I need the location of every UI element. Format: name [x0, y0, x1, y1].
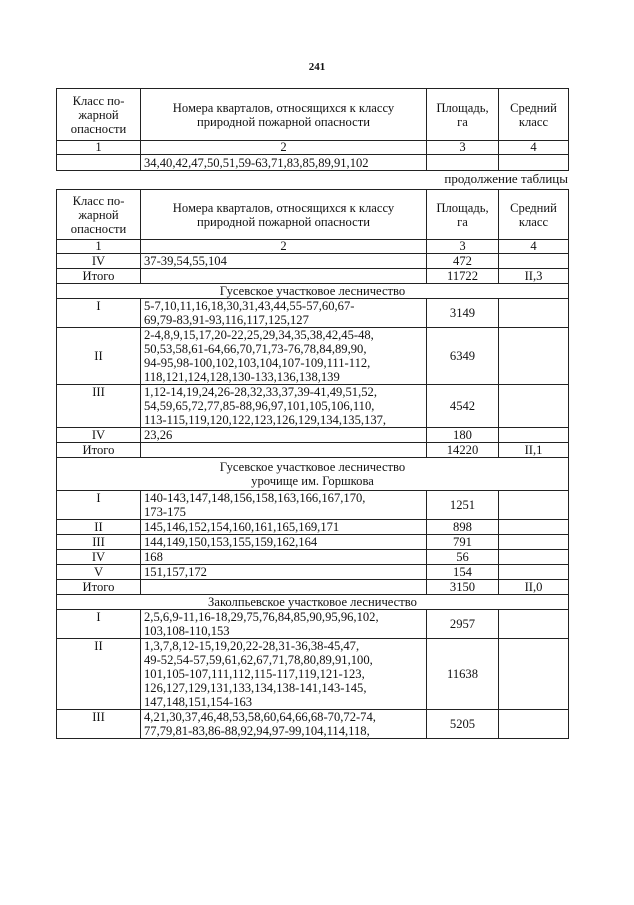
cell-area: 1251: [427, 491, 499, 520]
cell-area: 11638: [427, 639, 499, 710]
table-row: [57, 710, 569, 739]
cell-avg: [499, 565, 569, 580]
total-row: [57, 443, 569, 458]
table-row: [57, 639, 569, 710]
cell-avg: [499, 491, 569, 520]
section-title: Гусевское участковое лесничество: [57, 284, 569, 299]
cell-area: 6349: [427, 328, 499, 385]
cell-class: II: [57, 520, 141, 535]
cell-area: 4542: [427, 385, 499, 428]
header-area: Площадь, га: [427, 89, 499, 141]
header-quarters: Номера кварталов, относящихся к классу природной пожарной опасности: [141, 190, 427, 240]
cell-area: 2957: [427, 610, 499, 639]
cell-area: 180: [427, 428, 499, 443]
header-avg-class: Средний класс: [499, 89, 569, 141]
header-class: Класс по- жарной опасности: [57, 89, 141, 141]
cell-class: I: [57, 610, 141, 639]
col-num-2: 2: [141, 240, 427, 254]
cell-quarters: 34,40,42,47,50,51,59-63,71,83,85,89,91,102: [141, 155, 427, 171]
cell-area: 56: [427, 550, 499, 565]
section-heading: [57, 458, 569, 491]
table-row: [57, 428, 569, 443]
table-row: [57, 610, 569, 639]
cell-class: IV: [57, 550, 141, 565]
cell-class: Итого: [57, 443, 141, 458]
cell-class: Итого: [57, 269, 141, 284]
cell-class: III: [57, 535, 141, 550]
cell-avg: [499, 550, 569, 565]
cell-area: 3149: [427, 299, 499, 328]
section-heading: [57, 284, 569, 299]
cell-class: II: [57, 639, 141, 710]
cell-avg: II,1: [499, 443, 569, 458]
col-num-3: 3: [427, 240, 499, 254]
cell-avg: [499, 535, 569, 550]
section-heading: [57, 595, 569, 610]
table-row: [57, 491, 569, 520]
cell-quarters: 144,149,150,153,155,159,162,164: [141, 535, 427, 550]
total-row: [57, 580, 569, 595]
cell-area: 11722: [427, 269, 499, 284]
col-num-3: 3: [427, 141, 499, 155]
cell-quarters: 5-7,10,11,16,18,30,31,43,44,55-57,60,67- 69,79-83,91-93,116,117,125,127: [141, 299, 427, 328]
cell-quarters: 37-39,54,55,104: [141, 254, 427, 269]
cell-avg: [499, 610, 569, 639]
cell-quarters: 140-143,147,148,156,158,163,166,167,170, 173-175: [141, 491, 427, 520]
section-title: Заколпьевское участковое лесничество: [57, 595, 569, 610]
cell-quarters: 4,21,30,37,46,48,53,58,60,64,66,68-70,72-74, 77,79,81-83,86-88,92,94,97-99,104,114,118,: [141, 710, 427, 739]
cell-avg: [499, 639, 569, 710]
page-number: 241: [308, 61, 326, 73]
section-title: Гусевское участковое лесничество урочище им. Горшкова: [57, 458, 569, 491]
cell-quarters: 2,5,6,9-11,16-18,29,75,76,84,85,90,95,96,102, 103,108-110,153: [141, 610, 427, 639]
cell-class: III: [57, 385, 141, 428]
table-row: [57, 520, 569, 535]
cell-avg: [499, 428, 569, 443]
cell-quarters: [141, 269, 427, 284]
main-table: [56, 189, 569, 739]
cell-quarters: 151,157,172: [141, 565, 427, 580]
cell-class: IV: [57, 428, 141, 443]
cell-avg: II,3: [499, 269, 569, 284]
table-row: [57, 385, 569, 428]
cell-avg: [499, 328, 569, 385]
header-quarters: Номера кварталов, относящихся к классу природной пожарной опасности: [141, 89, 427, 141]
top-table: [56, 88, 569, 171]
cell-empty: [57, 155, 141, 171]
table-row: [57, 328, 569, 385]
header-avg-class: Средний класс: [499, 190, 569, 240]
cell-quarters: 2-4,8,9,15,17,20-22,25,29,34,35,38,42,45-48, 50,53,58,61-64,66,70,71,73-76,78,84,89,90, 94-95,98-100,102,103,104,107-109,111-112, 118,121,124,128,130-133,136,138,139: [141, 328, 427, 385]
table-row: [57, 550, 569, 565]
table-row: [57, 254, 569, 269]
cell-avg: [499, 254, 569, 269]
cell-class: II: [57, 328, 141, 385]
cell-empty: [499, 155, 569, 171]
col-num-4: 4: [499, 240, 569, 254]
header-area: Площадь, га: [427, 190, 499, 240]
continuation-label: продолжение таблицы: [444, 171, 568, 186]
col-num-4: 4: [499, 141, 569, 155]
cell-avg: [499, 710, 569, 739]
cell-class: IV: [57, 254, 141, 269]
cell-empty: [427, 155, 499, 171]
cell-quarters: 168: [141, 550, 427, 565]
cell-quarters: [141, 443, 427, 458]
cell-quarters: [141, 580, 427, 595]
cell-avg: [499, 299, 569, 328]
cell-avg: [499, 385, 569, 428]
table-row: [57, 535, 569, 550]
cell-area: 898: [427, 520, 499, 535]
cell-avg: II,0: [499, 580, 569, 595]
cell-quarters: 23,26: [141, 428, 427, 443]
cell-area: 154: [427, 565, 499, 580]
cell-area: 14220: [427, 443, 499, 458]
cell-class: III: [57, 710, 141, 739]
cell-area: 5205: [427, 710, 499, 739]
cell-area: 472: [427, 254, 499, 269]
total-row: [57, 269, 569, 284]
header-class: Класс по- жарной опасности: [57, 190, 141, 240]
cell-class: I: [57, 299, 141, 328]
col-num-1: 1: [57, 141, 141, 155]
cell-quarters: 1,12-14,19,24,26-28,32,33,37,39-41,49,51,52, 54,59,65,72,77,85-88,96,97,101,105,106,110, 113-115,119,120,122,123,126,129,134,135,137,: [141, 385, 427, 428]
cell-area: 3150: [427, 580, 499, 595]
cell-class: V: [57, 565, 141, 580]
col-num-2: 2: [141, 141, 427, 155]
table-row: [57, 565, 569, 580]
cell-quarters: 1,3,7,8,12-15,19,20,22-28,31-36,38-45,47, 49-52,54-57,59,61,62,67,71,78,80,89,91,100, 101,105-107,111,112,115-117,119,121-123, 126,127,129,131,133,134,138-141,143-145, 147,148,151,154-163: [141, 639, 427, 710]
table-row: [57, 299, 569, 328]
cell-area: 791: [427, 535, 499, 550]
cell-class: I: [57, 491, 141, 520]
cell-class: Итого: [57, 580, 141, 595]
col-num-1: 1: [57, 240, 141, 254]
cell-quarters: 145,146,152,154,160,161,165,169,171: [141, 520, 427, 535]
cell-avg: [499, 520, 569, 535]
